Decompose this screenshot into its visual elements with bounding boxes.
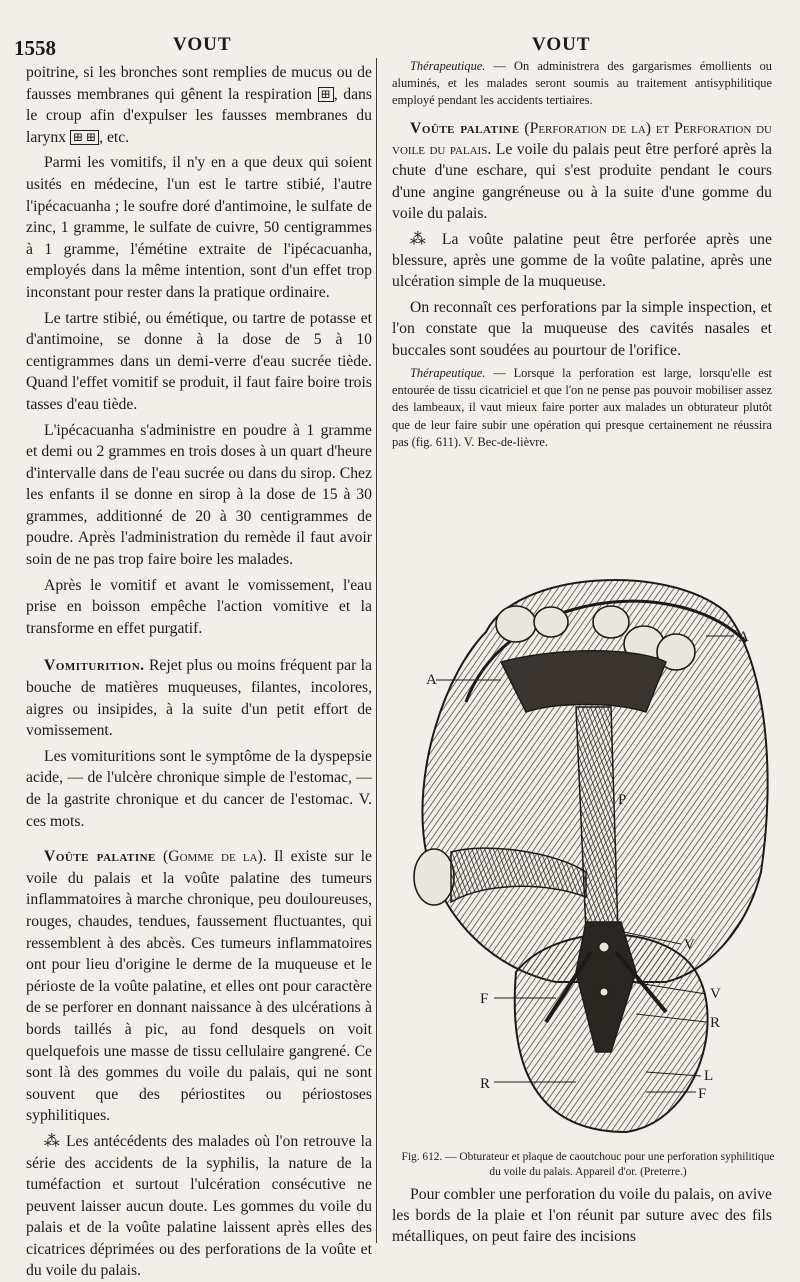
- left-column: [26, 62, 372, 1282]
- sign-box: ⊞ ⊞: [70, 130, 99, 145]
- label-v: V: [684, 937, 695, 953]
- paragraph: Après le vomitif et avant le vomissement, l'eau prise en boisson empêche l'action vomitive et la transforme en effet purgatif.: [26, 576, 372, 637]
- running-header: [0, 30, 800, 60]
- right-column: [392, 58, 772, 451]
- label-a: A: [426, 672, 437, 688]
- paragraph: Les vomituritions sont le symptôme de la dyspepsie acide, — de l'ulcère chronique simple de l'estomac, — de la gastrite chronique et du cancer de l'estomac. V. ces mots.: [26, 747, 372, 830]
- paragraph: ⁂ La voûte palatine peut être perforée après une blessure, après une gomme de la voûte palatine, après une ulcération simple de la muqueuse.: [392, 230, 772, 291]
- paragraph: L'ipécacuanha s'administre en poudre à 1 gramme et demi ou 2 grammes en trois doses à un quart d'heure d'intervalle dans de l'eau sucrée ou dans du sirop. Chez les enfants il se donne en sirop à la dose de 15 à 30 grammes, additionné de 20 à 30 centigrammes de poudre. Après l'administration du remède il faut avoir soin de ne pas trop faire boire les malades.: [26, 421, 372, 569]
- label-r: R: [710, 1015, 721, 1031]
- sign-box: ⊞: [318, 87, 334, 102]
- column-divider: [376, 58, 377, 1243]
- label-r: R: [480, 1076, 491, 1092]
- running-title-right: VOUT: [532, 34, 591, 55]
- paragraph: Parmi les vomitifs, il n'y en a que deux qui soient usités en médecine, l'un est le tartre stibié, l'autre l'ipécacuanha ; le soufre doré d'antimoine, le sulfate de zinc, 1 gramme, le sulfate de cuivre, 50 centigrammes à 1 gramme, l'émétine extraite de l'ipécacuanha, employés dans la même intention, sont d'un effet trop inconstant pour rester dans la pratique ordinaire.: [26, 154, 372, 301]
- label-f: F: [480, 991, 489, 1007]
- label-a: A: [738, 629, 749, 645]
- hinge-pin: [599, 942, 609, 952]
- hinge-pin: [600, 988, 608, 996]
- paragraph: ⁂ Les antécédents des malades où l'on retrouve la série des accidents de la syphilis, la nature de la tuméfaction et surtout l'ulcération consécutive ne peuvent laisser aucun doute. Les gommes du voile du palais et de la voûte palatine laissent après elles des cicatrices déprimées ou des perforations de la voûte et du voile du palais.: [26, 1132, 372, 1280]
- running-title-left: VOUT: [173, 34, 232, 55]
- label-p: P: [618, 792, 627, 808]
- paragraph: poitrine, si les bronches sont remplies de mucus ou de fausses membranes qui gênent la respiration ⊞ , dans le croup afin d'expulser les fausses membranes du larynx ⊞ ⊞ , etc.: [26, 64, 373, 146]
- entry-voute-perforation: Voûte palatine (Perforation de la) et Perforation du voile du palais. Le voile du palais peut être perforé après la chute d'une eschare, qui s'est produite pendant le cours d'une angine gangréneuse ou à la suite d'une gomme du voile du palais.: [392, 119, 773, 223]
- obturator-illustration: [406, 552, 784, 1152]
- palatal-plate: [501, 651, 666, 712]
- entry-heading: Voûte palatine: [44, 848, 156, 866]
- entry-heading: Vomiturition.: [44, 657, 145, 675]
- entry-vomiturition: Vomiturition. Rejet plus ou moins fréquent par la bouche de matières muqueuses, filantes, incolores, aigres ou insipides, à la suite d'un petit effort de vomissement.: [26, 657, 372, 740]
- label-l: L: [704, 1068, 714, 1084]
- entry-voute-gomme: Voûte palatine (Gomme de la). Il existe sur le voile du palais et la voûte palatine des tumeurs inflammatoires à marche chronique, peu douloureuses, rouges, chaudes, tendues, faussement fluctuantes, qui ressemblent à des abcès. Ces tumeurs inflammatoires ont pour lieu d'origine le derme de la muqueuse et le périoste de la voûte palatine, et elles ont pour caractère de se perforer en donnant naissance à des ulcérations à bords taillés à pic, au fond desquels on voit quelquefois une masse de tissu cellulaire gangrené. Ce sont là des gommes du voile du palais, qui ne sont souvent que des périostites ou périostoses syphilitiques.: [26, 848, 373, 1125]
- therapeutique-note: Thérapeutique. — Lorsque la perforation est large, lorsqu'elle est entourée de tissu cicatriciel et que l'on ne pense pas pouvoir mobiliser assez des lambeaux, il vaut mieux faire porter aux malades un obturateur plutôt que de leur faire subir une opération qui presque certainement ne réussira pas (fig. 611). V. Bec-de-lièvre.: [392, 366, 772, 449]
- label-f: F: [698, 1086, 707, 1102]
- page-number: 1558: [14, 36, 56, 60]
- therapeutique-note: Thérapeutique. — On administrera des gargarismes émollients ou aluminés, et les malades seront soumis au traitement antisyphilitique employé pendant les accidents tertiaires.: [392, 59, 772, 108]
- figure-caption: Fig. 612. — Obturateur et plaque de caoutchouc pour une perforation syphilitique du voile du palais. Appareil d'or. (Preterre.): [401, 1151, 775, 1178]
- label-v: V: [710, 986, 721, 1002]
- obturator-figure: [406, 552, 784, 1152]
- paragraph: Pour combler une perforation du voile du palais, on avive les bords de la plaie et l'on réunit par suture avec des fils métalliques, on peut faire des incisions: [392, 1186, 772, 1245]
- paragraph: On reconnaît ces perforations par la simple inspection, et l'on constate que la muqueuse des cavités nasales et buccales sont soudées au pourtour de l'orifice.: [392, 298, 772, 359]
- paragraph: Le tartre stibié, ou émétique, ou tartre de potasse et d'antimoine, se donne à la dose de 5 à 10 centigrammes dans un demi-verre d'eau sucrée tiède. Quand l'effet vomitif se produit, il faut faire boire trois tasses d'eau tiède.: [26, 309, 372, 413]
- entry-heading: Voûte palatine: [410, 119, 520, 137]
